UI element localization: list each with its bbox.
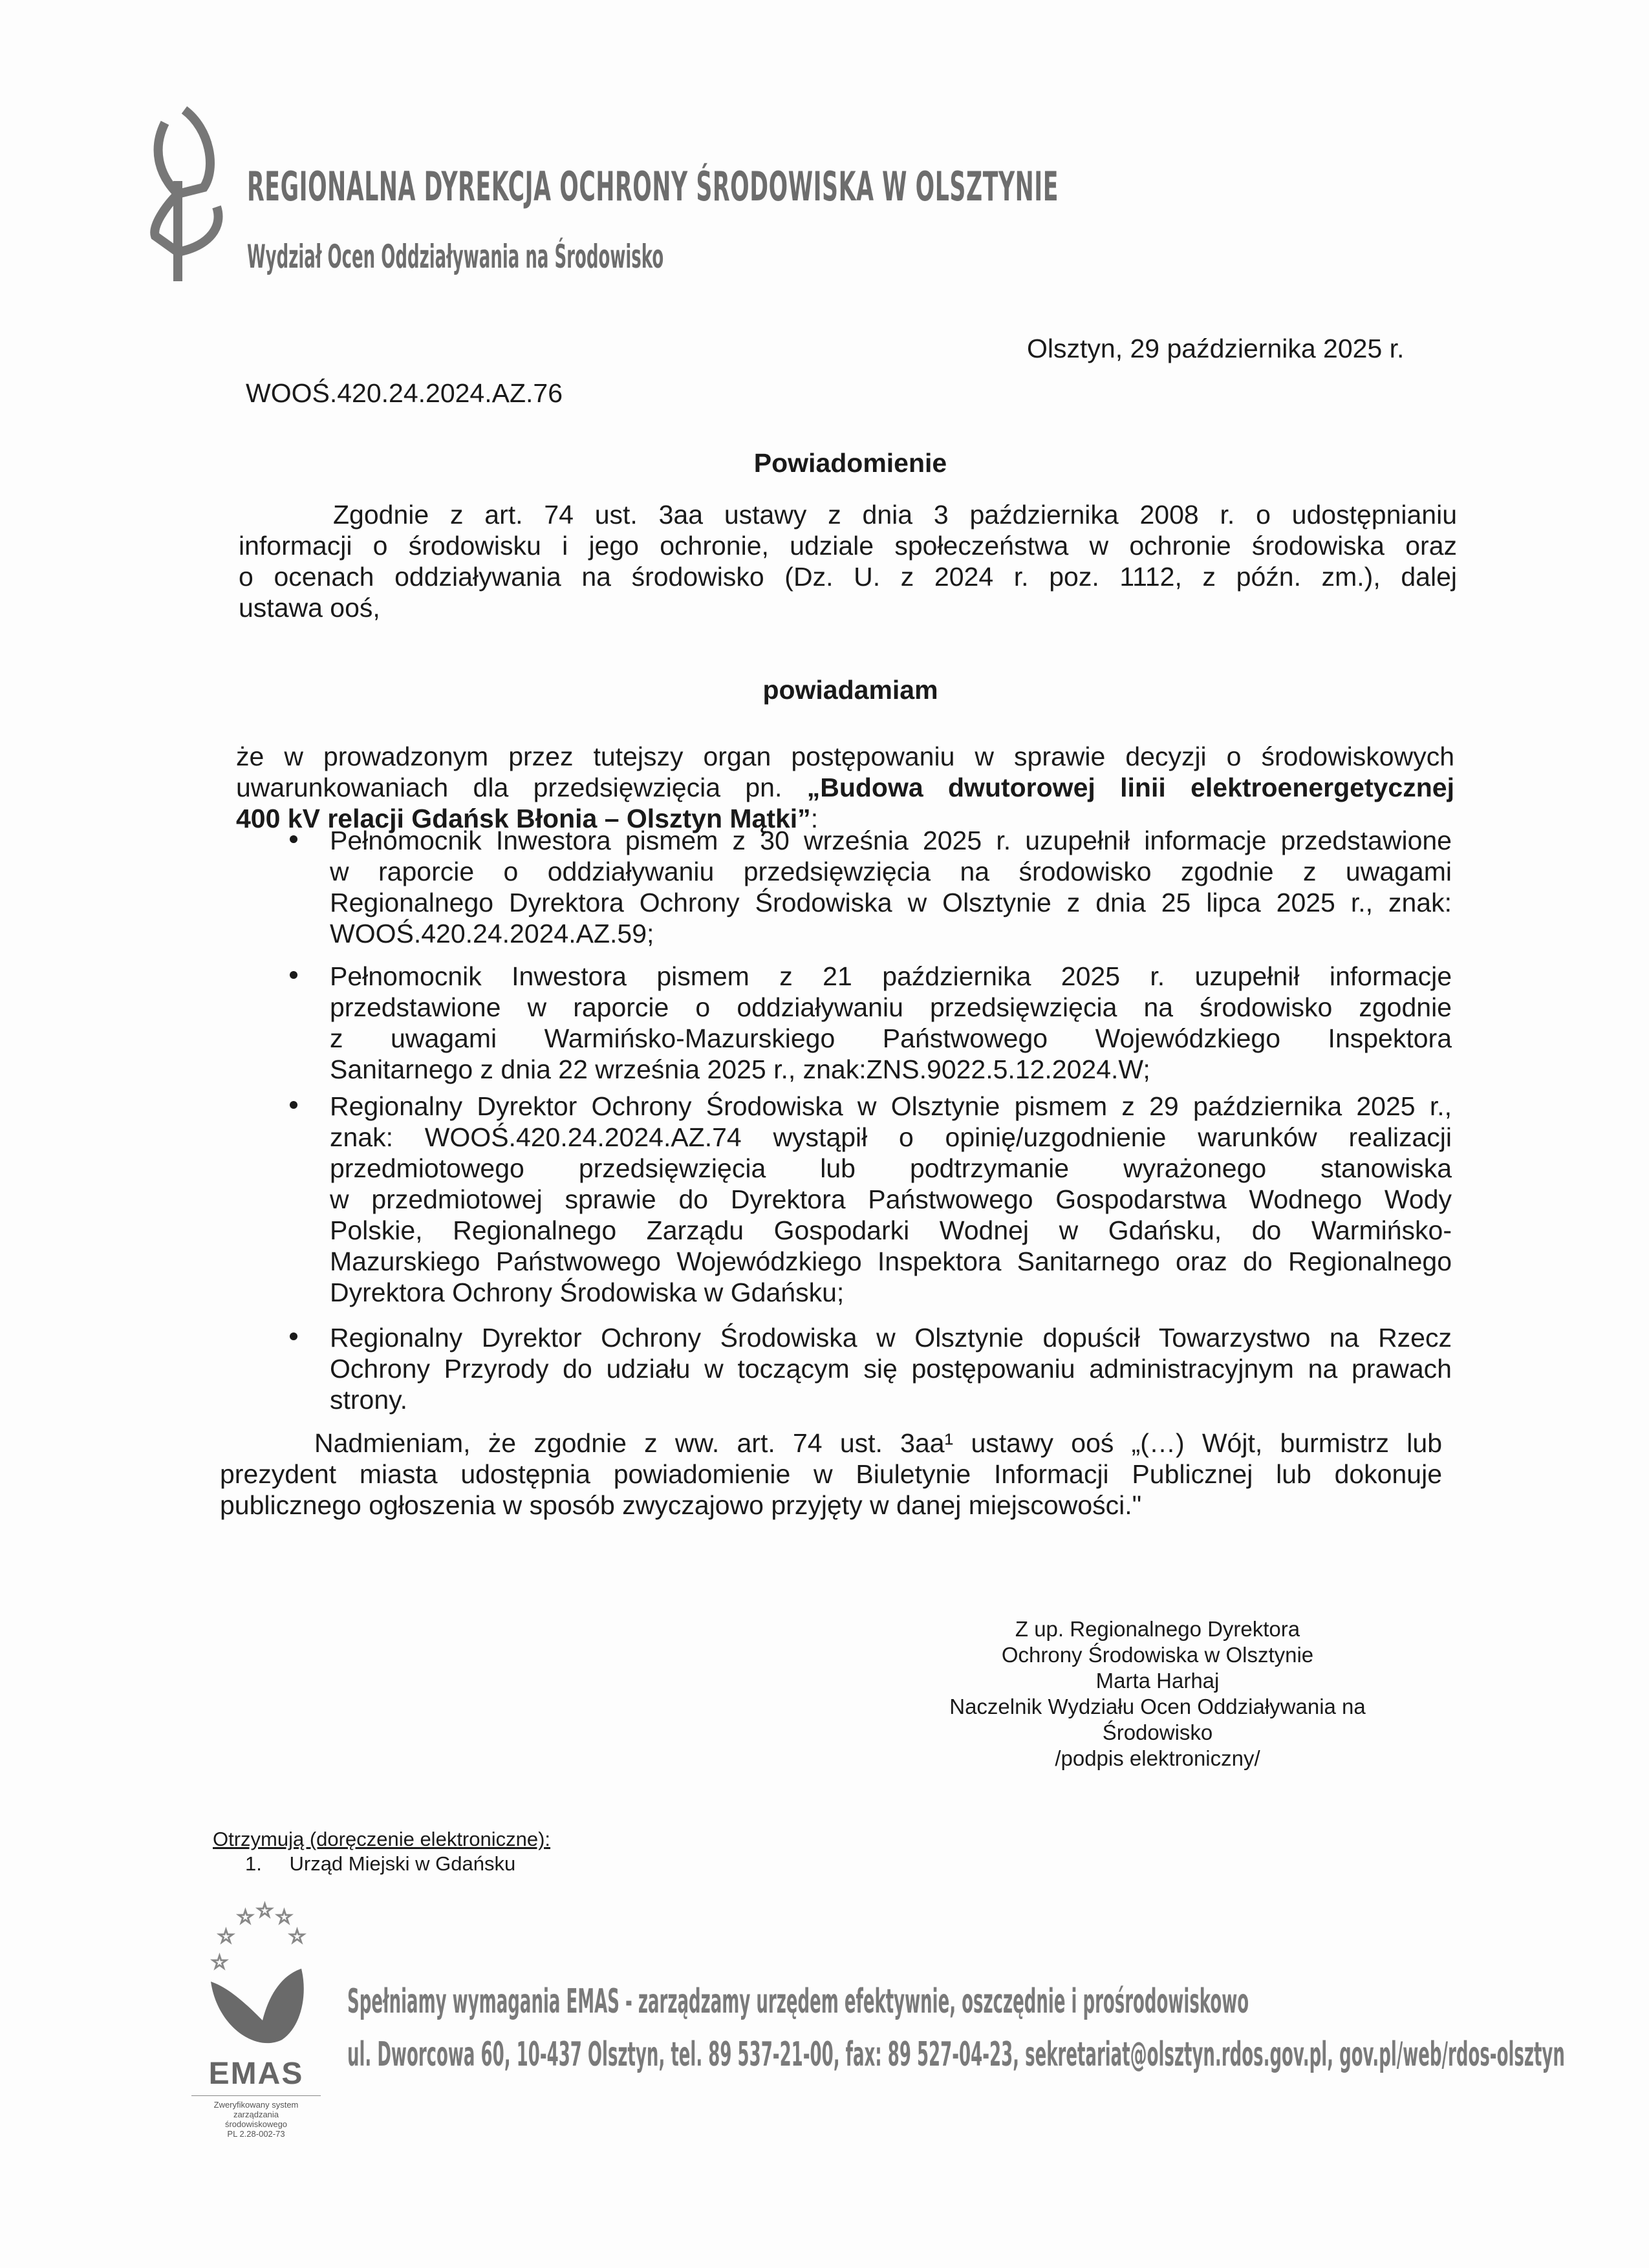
department-name: Wydział Ocen Oddziaływania na Środowisko	[247, 238, 664, 275]
text-line: znak: WOOŚ.420.24.2024.AZ.74 wystąpił o opinię/uzgodnienie warunków realizacji	[330, 1122, 1452, 1152]
emas-caption-line: środowiskowego	[224, 2119, 288, 2129]
text-line: z uwagami Warmińsko-Mazurskiego Państwowego Wojewódzkiego Inspektora	[330, 1023, 1452, 1053]
text-line: Regionalnego Dyrektora Ochrony Środowiska w Olsztynie z dnia 25 lipca 2025 r., znak:	[330, 888, 1452, 917]
text-line: Regionalny Dyrektor Ochrony Środowiska w Olsztynie pismem z 29 października 2025 r.,	[330, 1091, 1452, 1121]
emas-caption-line: Zweryfikowany system	[213, 2100, 299, 2110]
intro-paragraph	[239, 499, 1457, 623]
notify-word: powiadamiam	[762, 675, 938, 705]
signature-line: Środowisko	[1102, 1720, 1213, 1744]
text-line: Pełnomocnik Inwestora pismem z 30 września 2025 r. uzupełnił informacje przedstawione	[330, 826, 1452, 855]
document-date: Olsztyn, 29 października 2025 r.	[1027, 334, 1405, 363]
text-line: Sanitarnego z dnia 22 września 2025 r., znak:ZNS.9022.5.12.2024.W;	[330, 1054, 1150, 1084]
text-line: o ocenach oddziaływania na środowisko (Dz. U. z 2024 r. poz. 1112, z późn. zm.), dalej	[239, 562, 1457, 592]
emas-logo	[191, 1898, 321, 2139]
text-line: Mazurskiego Państwowego Wojewódzkiego Inspektora Sanitarnego oraz do Regionalnego	[330, 1246, 1452, 1276]
recipient-name: Urząd Miejski w Gdańsku	[289, 1852, 516, 1875]
text-line: przedmiotowego przedsięwzięcia lub podtrzymanie wyrażonego stanowiska	[330, 1153, 1452, 1183]
text-line: w raporcie o oddziaływaniu przedsięwzięcia na środowisko zgodnie z uwagami	[330, 857, 1452, 886]
reference-number: WOOŚ.420.24.2024.AZ.76	[246, 378, 563, 408]
text-line: Zgodnie z art. 74 ust. 3aa ustawy z dnia 3 października 2008 r. o udostępnianiu	[333, 500, 1457, 530]
leaf-icon	[139, 97, 242, 284]
statement-text: :	[810, 804, 819, 833]
svg-text:☆: ☆	[211, 1952, 228, 1973]
bullet-item	[330, 825, 1452, 949]
bullet-icon	[290, 1332, 297, 1340]
signature-block	[899, 1616, 1416, 1771]
text-line: Regionalny Dyrektor Ochrony Środowiska w Olsztynie dopuścił Towarzystwo na Rzecz	[330, 1323, 1452, 1353]
footer-slogan: Spełniamy wymagania EMAS - zarządzamy urzędem efektywnie, oszczędnie i prośrodowiskowo	[347, 1982, 1249, 2021]
bullet-item	[330, 961, 1452, 1085]
statement-paragraph	[236, 741, 1454, 834]
text-line: Ochrony Przyrody do udziału w toczącym się postępowaniu administracyjnym na prawach	[330, 1354, 1452, 1384]
project-name: 400 kV relacji Gdańsk Błonia – Olsztyn Mątki”	[236, 804, 811, 833]
emas-label: EMAS	[208, 2057, 304, 2091]
emas-caption-line: PL 2.28-002-73	[227, 2129, 285, 2139]
signature-line: Ochrony Środowiska w Olsztynie	[1001, 1643, 1314, 1667]
recipient-number: 1.	[245, 1852, 262, 1875]
text-line: Polskie, Regionalnego Zarządu Gospodarki Wodnej w Gdańsku, do Warmińsko-	[330, 1215, 1452, 1245]
text-line: Pełnomocnik Inwestora pismem z 21 października 2025 r. uzupełnił informacje	[330, 961, 1452, 991]
recipients-heading: Otrzymują (doręczenie elektroniczne):	[213, 1828, 551, 1850]
text-line: prezydent miasta udostępnia powiadomienie w Biuletynie Informacji Publicznej lub dokonuje	[220, 1459, 1442, 1489]
svg-text:☆: ☆	[256, 1900, 274, 1921]
text-line: strony.	[330, 1385, 407, 1415]
statement-text: uwarunkowaniach dla przedsięwzięcia pn.	[236, 773, 807, 802]
institution-name: REGIONALNA DYREKCJA OCHRONY ŚRODOWISKA W OLSZTYNIE	[247, 163, 1059, 210]
closing-paragraph	[220, 1428, 1442, 1521]
emas-caption-line: zarządzania	[233, 2110, 279, 2119]
statement-line	[236, 772, 1454, 803]
signature-line: Marta Harhaj	[1095, 1669, 1220, 1693]
footer-contact: ul. Dworcowa 60, 10-437 Olsztyn, tel. 89 537-21-00, fax: 89 527-04-23, sekretariat@olsztyn.rdos.gov.pl, gov.pl/web/rdos-olsztyn	[347, 2035, 1565, 2074]
bullet-item	[330, 1091, 1452, 1308]
svg-text:☆: ☆	[288, 1926, 306, 1947]
text-line: Dyrektora Ochrony Środowiska w Gdańsku;	[330, 1278, 845, 1307]
bullet-item	[330, 1322, 1452, 1415]
text-line: informacji o środowisku i jego ochronie, udziale społeczeństwa w ochronie środowiska oraz	[239, 531, 1457, 561]
statement-line: że w prowadzonym przez tutejszy organ postępowaniu w sprawie decyzji o środowiskowych	[236, 742, 1454, 771]
text-line: publicznego ogłoszenia w sposób zwyczajowo przyjęty w danej miejscowości."	[220, 1490, 1142, 1520]
text-line: WOOŚ.420.24.2024.AZ.59;	[330, 919, 654, 948]
bullet-icon	[290, 1101, 297, 1109]
signature-line: Naczelnik Wydziału Ocen Oddziaływania na	[949, 1695, 1366, 1718]
svg-text:☆: ☆	[237, 1907, 254, 1928]
recipient-item	[213, 1852, 550, 1876]
text-line: Nadmieniam, że zgodnie z ww. art. 74 ust. 3aa¹ ustawy ooś „(…) Wójt, burmistrz lub	[314, 1428, 1442, 1458]
project-name: „Budowa dwutorowej linii elektroenergetycznej	[806, 773, 1454, 802]
text-line: ustawa ooś,	[239, 593, 380, 623]
recipients	[213, 1827, 550, 1876]
svg-text:☆: ☆	[217, 1926, 235, 1947]
emas-stars-icon	[191, 1898, 321, 2059]
bullet-icon	[290, 835, 297, 843]
text-line: przedstawione w raporcie o oddziaływaniu przedsięwzięcia na środowisko zgodnie	[330, 992, 1452, 1022]
text-line: w przedmiotowej sprawie do Dyrektora Państwowego Gospodarstwa Wodnego Wody	[330, 1184, 1452, 1214]
signature-line: Z up. Regionalnego Dyrektora	[1015, 1617, 1300, 1641]
document-title: Powiadomienie	[753, 448, 947, 478]
svg-text:☆: ☆	[275, 1907, 293, 1928]
signature-line: /podpis elektroniczny/	[1055, 1746, 1260, 1770]
emas-caption	[191, 2095, 321, 2139]
bullet-icon	[290, 971, 297, 979]
